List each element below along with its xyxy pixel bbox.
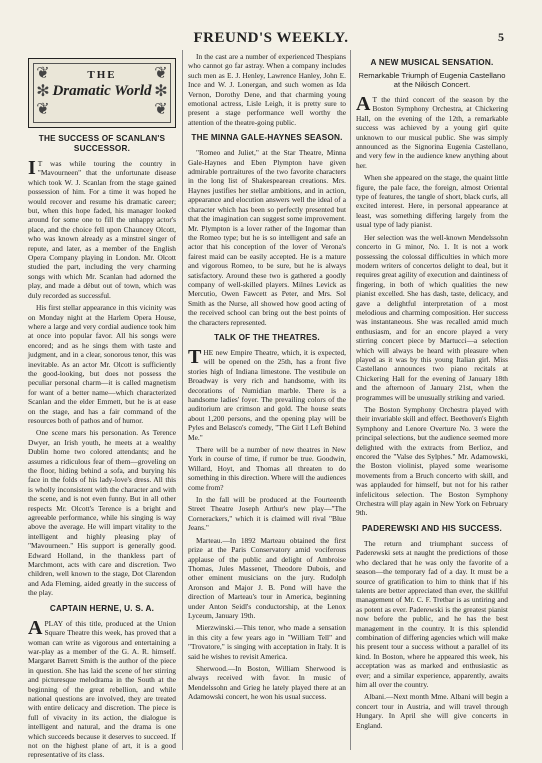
drop-cap: A [28, 616, 43, 639]
article-heading: CAPTAIN HERNE, U. S. A. [49, 603, 155, 613]
flourish-icon: ❦ ✻ ❦ [154, 65, 168, 118]
article-heading: THE SUCCESS OF SCANLAN'S SUCCESSOR. [38, 134, 166, 153]
page-title: FREUND'S WEEKLY. [193, 30, 349, 46]
flourish-icon: ❦ ✻ ❦ [36, 65, 50, 118]
article-paragraph: "Romeo and Juliet," at the Star Theatre, Minna Gale-Haynes and Eben Plympton have given admirable portraitures of the two favorite characters in the long list of Shakespearean creations. Mrs. Haynes justifies her stellar ambitions, and in action, appearance and elocution answers well the ideal of a character which has been so perfectly presented but that the imagination can suggest some improvement. Mr. Plympton is a lover rather of the Ingomar than the Romeo type; but he is so intelligent and safe an actor that his conception of the lover of Verona's fairest maid can be easily accepted. He is a mature and vigorous Romeo, to be sure, but he is always satisfactory. Around these two is gathered a goodly company of well-skilled players. Milnes Levick as Mercutio, Owen Fawcett as Peter, and Mrs. Sol Smith as the Nurse, all showed how good acting of the received school can bring out the best points of the characters represented. [188, 148, 346, 327]
article-paragraph: His first stellar appearance in this vicinity was on Monday night at the Harlem Opera House, where a large and very cordial audience took him at once into popular favor. All his songs were encored; and as he sings them with taste and judgment, and in a clear, sonorous tenor, this was inevitable. As an actor Mr. Olcott is sufficiently the good-looking, but does not possess the peculiar personal charm—it is called magnetism for want of a better name—which characterized Scanlan and the elder Emmett, but he is at ease on the stage, and has a fair command of the resources both of pathos and of humor. [28, 303, 176, 425]
article-paragraph: One scene mars his personation. As Terence Dwyer, an Irish youth, he meets at a wealthy Dublin home two colored attendants; and he assumes a ridiculous fear of them—groveling on the floor, hiding behind a sofa, and burying his face in the folds of his lady-love's dress. All this is wholly inconsistent with the character and with the scene, and is not even funny. But in all other respects Mr. Olcott's Terence is a bright and agreeable performance, while his singing is way above the average. He will impart vitality to the intelligent and highly pleasing play of "Mavourneen." His support is generally good. Edward Holland, in the thankless part of Marchmont, acts with care and discretion. Two children, well known to the stage, Dot Clarendon and Ada Fleming, aided greatly in the success of the play. [28, 428, 176, 598]
article-paragraph: The return and triumphant success of Paderewski sets at naught the predictions of those who declared that he was only the favorite of a season—the temporary fad of a day. It must be a source of gratification to him to think that if his talents are better appreciated than ever, the skillful management of Mr. C. F. Tretbar is as untiring and as potent as ever. Paderewski is the greatest pianist now before the public, and he has the best management in the country. It is this splendid combination of differing agencies which will make his present tour a success without a parallel of its kind. In Boston, where he appeared this week, his acceptation was as marked and enthusiastic as ever; and a similar experience, apparently, awaits him all over the country. [356, 538, 508, 689]
article-paragraph: I T was while touring the country in "Mavourneen" that the unfortunate disease which took W. J. Scanlan from the stage gained possession of him. For a time it was hoped he would recover and resume his dramatic career; but, when this hope faded, his manager looked around for some one to fill the unhappy actor's place, and the choice fell upon Chauncey Olcott, who was known already as a minstrel singer of repute, and later, as a member of the English Opera Company playing in London. Mr. Olcott studied the part, including the very charming songs with which Mr. Scanlan had adorned the play, and made a début out of town, which was duly recorded as successful. [28, 157, 176, 300]
article-heading: TALK OF THE THEATRES. [214, 332, 320, 342]
article-paragraph: Her selection was the well-known Mendelssohn concerto in G minor, No. 1. It is not a work possessing the colossal difficulties in which more modern writers of concertos delight to deal, but it requires great agility of execution and daintiness of fingering, in both of which qualities the new pianist excelled. She has dash, taste, delicacy, and gave a delightful interpretation of a most melodious and charming composition. Her success was instantaneous. She was recalled amid much enthusiasm, and for an encore played a very stirring concert piece by Martucci—a selection which will always be heard with pleasure when played as it was by this young Italian girl. Miss Castellano announces two piano recitals at Chickering Hall for the evening of January 18th and the afternoon of January 21st, when the programmes will be unusually striking and varied. [356, 232, 508, 402]
news-item: Marteau.—In 1892 Marteau obtained the first prize at the Paris Conservatory amid vociferous applause of the public and delight of Ambroise Thomas, Jules Massenet, Theodore Dubois, and other eminent musicians on the jury. Rudolph Aronson and Major J. B. Pond will have the direction of Marteau's tour in America, beginning under Anton Seidl's conductorship, at the Lenox Lyceum, January 19th. [188, 535, 346, 620]
article-paragraph: There will be a number of new theatres in New York in course of time, if rumor be true. Goodwin, Willard, Hoyt, and Thomas all threaten to do something in this direction. Where will the audiences come from? [188, 445, 346, 492]
column-1 [28, 52, 176, 763]
article-paragraph: THE new Empire Theatre, which, it is expected, will be opened on the 25th, has a front five stories high of Indiana limestone. The vestibule on Broadway is very rich and handsome, with its decorations of Numidian marble. There is a handsome ladies' foyer. The prevailing colors of the auditorium are crimson and gold. The house seats about 1,200 persons, and the opening play will be Pyles and Belasco's comedy, "The Girl I Left Behind Me." [188, 345, 346, 442]
column-divider [350, 50, 351, 750]
drop-cap: T [188, 345, 202, 368]
article-paragraph: A PLAY of this title, produced at the Union Square Theatre this week, has proved that a woman can write as vigorous and entertaining a war-play as a member of the G. A. R. himself. Margaret Barrett Smith is the author of the piece in question. She has laid the scene of her stirring and picturesque melodrama in the South at the beginning of the great rebellion, and while national questions are involved, they are treated with entire delicacy and discretion. The piece is full of vivacity in its action, the dialogue is intelligent and natural, and the drama is one which succeeds because it deserves to succeed. If not on the highest plane of art, it is a good representative of its class. [28, 616, 176, 760]
drop-cap: A [356, 93, 371, 115]
news-item: Mierzwinski.—This tenor, who made a sensation in this city a few years ago in "William Tell" and "Trovatore," is singing with acceptation in Italy. It is said he wishes to revisit America. [188, 623, 346, 661]
logo-line-1: THE [87, 69, 117, 81]
column-divider [182, 50, 183, 750]
article-heading: PADEREWSKI AND HIS SUCCESS. [361, 523, 503, 533]
article-heading: THE MINNA GALE-HAYNES SEASON. [191, 133, 343, 143]
dramatic-world-logo [28, 58, 176, 128]
article-paragraph: The Boston Symphony Orchestra played with their invariable skill and effect. Beethoven's Eighth Symphony and Lenore Overture No. 3 were the principal selections, but the audience seemed more delighted with the extracts from Berlioz, and encored the "Valse des Sylphes." Mr. Adamowski, the Boston violinist, played some wearisome movements from a Bruch concerto with skill, and was applauded for himself, but not for his rather infelicitous selection. The Boston Symphony Orchestra will play again in New York on February 9th. [356, 405, 508, 518]
article-subheading: Remarkable Triumph of Eugenia Castellano at the Nikisch Concert. [358, 71, 506, 89]
article-paragraph: In the cast are a number of experienced Thespians who cannot go far astray. When a company includes such men as E. J. Henley, Lawrence Hanley, John E. Ince and W. J. Lonergan, and such women as Ida Vernon, Dorothy Dene, and that charming young emotional actress, Lisle Leigh, it is pretty sure to present a stage performance well worthy the attention of the theatre-going public. [188, 52, 346, 127]
article-paragraph: A T the third concert of the season by the Boston Symphony Orchestra, at Chickering Hall, on the evening of the 12th, a remarkable success was achieved by a young girl quite unknown to our musical public. She was simply announced as the Signorina Eugenia Castellano, and very few in the audience knew anything about her. [356, 93, 508, 170]
article-paragraph: In the fall will be produced at the Fourteenth Street Theatre Joseph Arthur's new play—"The Cornerackers," which it is claimed will rival "Blue Jeans." [188, 495, 346, 533]
article-paragraph: When she appeared on the stage, the quaint little figure, the pale face, the foreign, almost Oriental type of features, the tangle of short, black curls, all excited interest. Here, in personal appearance at least, was something differing largely from the usual type of lady pianist. [356, 173, 508, 230]
column-2 [188, 52, 346, 705]
logo-line-2: Dramatic World [52, 83, 152, 99]
column-3 [356, 52, 508, 733]
drop-cap: I [28, 157, 36, 179]
news-item: Sherwood.—In Boston, William Sherwood is always received with favor. In music of Mendelssohn and Grieg he lately played there at an Adamowski concert, he won his usual success. [188, 663, 346, 702]
news-item: Albani.—Next month Mme. Albani will begin a concert tour in Austria, and will travel through Hungary. In April she will give concerts in England. [356, 692, 508, 730]
article-heading: A NEW MUSICAL SENSATION. [370, 58, 494, 67]
page-number: 5 [498, 30, 504, 44]
